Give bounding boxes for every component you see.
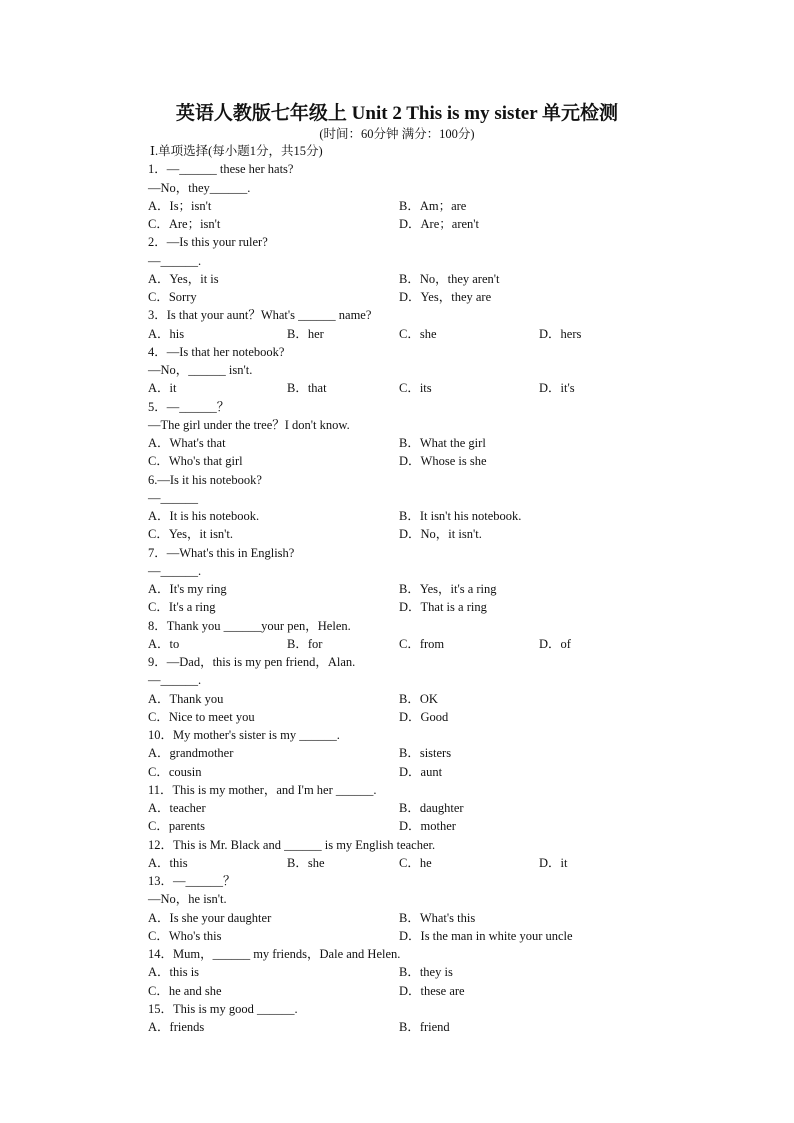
answer-option[interactable]: B．Am；are	[399, 198, 467, 213]
question-stem: 5．—______？	[148, 399, 230, 414]
answer-option[interactable]: B．her	[287, 326, 324, 341]
options-row	[148, 288, 748, 306]
question-stem: 11．This is my mother，and I'm her ______.	[148, 782, 377, 797]
answer-option[interactable]: D．it	[539, 855, 568, 870]
answer-option[interactable]: A．his	[148, 326, 185, 341]
options-row	[148, 452, 748, 470]
question-stem: 3．Is that your aunt？What's ______ name?	[148, 308, 372, 323]
answer-option[interactable]: D．these are	[399, 983, 465, 998]
question-8	[148, 617, 748, 654]
question-list	[148, 142, 748, 1036]
options-row	[148, 854, 748, 872]
answer-option[interactable]: C．its	[399, 381, 432, 396]
answer-option[interactable]: B．No，they aren't	[399, 271, 500, 286]
answer-option[interactable]: C．Sorry	[148, 290, 197, 304]
answer-option[interactable]: C．cousin	[148, 764, 202, 779]
answer-option[interactable]: D．hers	[539, 326, 582, 341]
question-12	[148, 836, 748, 873]
answer-option[interactable]: A．It is his notebook.	[148, 509, 260, 523]
options-row	[148, 763, 748, 781]
answer-option[interactable]: C．Who's this	[148, 928, 222, 943]
answer-option[interactable]: A．Yes，it is	[148, 271, 219, 286]
question-stem: 10．My mother's sister is my ______.	[148, 728, 340, 742]
question-stem: 14．Mum，______ my friends，Dale and Helen.	[148, 947, 401, 961]
answer-option[interactable]: B．It isn't his notebook.	[399, 509, 522, 523]
options-row	[148, 1018, 748, 1036]
question-15	[148, 1000, 748, 1037]
question-stem: 15．This is my good ______.	[148, 1001, 298, 1016]
options-row	[148, 325, 748, 343]
question-2	[148, 233, 748, 306]
answer-option[interactable]: A．this	[148, 855, 188, 870]
answer-option[interactable]: D．Is the man in white your uncle	[399, 928, 573, 943]
answer-option[interactable]: A．teacher	[148, 801, 206, 815]
options-row	[148, 909, 748, 927]
answer-option[interactable]: C．Who's that girl	[148, 454, 243, 469]
question-response-line: —No，______ isn't.	[148, 363, 253, 377]
answer-option[interactable]: B．that	[287, 381, 327, 396]
options-row	[148, 215, 748, 233]
answer-option[interactable]: A．Is；isn't	[148, 198, 212, 213]
answer-option[interactable]: D．That is a ring	[399, 600, 487, 615]
question-stem: 4．—Is that her notebook?	[148, 344, 285, 359]
question-response-line: —______.	[148, 673, 202, 688]
answer-option[interactable]: B．sisters	[399, 746, 452, 761]
question-stem: 7．—What's this in English?	[148, 545, 295, 560]
answer-option[interactable]: C．he and she	[148, 983, 222, 998]
options-row	[148, 963, 748, 981]
question-response-line: —The girl under the tree？I don't know.	[148, 417, 350, 432]
answer-option[interactable]: A．it	[148, 381, 177, 396]
options-row	[148, 379, 748, 397]
question-9	[148, 653, 748, 726]
question-stem: 9．—Dad，this is my pen friend，Alan.	[148, 655, 356, 669]
answer-option[interactable]: D．Good	[399, 709, 449, 724]
options-row	[148, 270, 748, 288]
answer-option[interactable]: C．Nice to meet you	[148, 709, 255, 724]
answer-option[interactable]: B．she	[287, 855, 325, 870]
answer-option[interactable]: C．Yes，it isn't.	[148, 527, 234, 542]
question-response-line: —No，he isn't.	[148, 892, 227, 907]
answer-option[interactable]: D．mother	[399, 819, 456, 834]
question-stem: 12．This is Mr. Black and ______ is my English teacher.	[148, 837, 436, 852]
options-row	[148, 982, 748, 1000]
answer-option[interactable]: D．Are；aren't	[399, 217, 479, 231]
answer-option[interactable]: C．he	[399, 855, 432, 870]
answer-option[interactable]: A．to	[148, 636, 180, 651]
options-row	[148, 507, 748, 525]
question-6	[148, 471, 748, 544]
question-stem: 2．—Is this your ruler?	[148, 235, 268, 250]
question-7	[148, 544, 748, 617]
answer-option[interactable]: C．It's a ring	[148, 600, 216, 615]
answer-option[interactable]: B．for	[287, 636, 323, 651]
answer-option[interactable]: A．friends	[148, 1020, 205, 1034]
exam-info: (时间：60分钟 满分：100分)	[319, 127, 475, 141]
options-row	[148, 598, 748, 616]
question-14	[148, 945, 748, 1000]
answer-option[interactable]: D．it's	[539, 381, 575, 396]
answer-option[interactable]: B．friend	[399, 1020, 450, 1034]
answer-option[interactable]: C．Are；isn't	[148, 217, 221, 231]
question-stem: 1．—______ these her hats?	[148, 162, 294, 177]
answer-option[interactable]: A．What's that	[148, 436, 226, 450]
options-row	[148, 197, 748, 215]
answer-option[interactable]: D．No，it isn't.	[399, 527, 482, 542]
answer-option[interactable]: D．of	[539, 636, 571, 651]
question-response-line: —______	[148, 490, 198, 505]
answer-option[interactable]: A．Thank you	[148, 691, 224, 706]
options-row	[148, 525, 748, 543]
section-heading: Ⅰ.单项选择(每小题1分，共15分)	[150, 144, 323, 158]
options-row	[148, 434, 748, 452]
answer-option[interactable]: B．OK	[399, 691, 438, 706]
answer-option[interactable]: D．aunt	[399, 764, 443, 779]
answer-option[interactable]: B．Yes，it's a ring	[399, 582, 497, 596]
question-5	[148, 398, 748, 471]
answer-option[interactable]: A．Is she your daughter	[148, 910, 272, 925]
answer-option[interactable]: B．daughter	[399, 801, 464, 815]
options-row	[148, 817, 748, 835]
question-stem: 8．Thank you ______your pen，Helen.	[148, 618, 351, 633]
question-stem: 6.—Is it his notebook?	[148, 472, 262, 487]
question-4	[148, 343, 748, 398]
answer-option[interactable]: C．from	[399, 636, 445, 651]
options-row	[148, 927, 748, 945]
page-title: 英语人教版七年级上 Unit 2 This is my sister 单元检测	[175, 103, 619, 124]
answer-option[interactable]: D．Yes，they are	[399, 290, 492, 304]
options-row	[148, 580, 748, 598]
question-1	[148, 160, 748, 233]
question-stem: 13．—______？	[148, 874, 236, 888]
answer-option[interactable]: B．What the girl	[399, 436, 486, 450]
answer-option[interactable]: A．this is	[148, 965, 200, 980]
question-response-line: —______.	[148, 563, 202, 578]
answer-option[interactable]: C．she	[399, 326, 437, 341]
options-row	[148, 744, 748, 762]
answer-option[interactable]: A．It's my ring	[148, 582, 227, 596]
question-3	[148, 306, 748, 343]
answer-option[interactable]: A．grandmother	[148, 746, 234, 761]
options-row	[148, 799, 748, 817]
options-row	[148, 635, 748, 653]
options-row	[148, 708, 748, 726]
question-10	[148, 726, 748, 781]
question-11	[148, 781, 748, 836]
answer-option[interactable]: B．they is	[399, 965, 453, 980]
question-13	[148, 872, 748, 945]
answer-option[interactable]: C．parents	[148, 819, 205, 834]
options-row	[148, 690, 748, 708]
question-response-line: —No，they______.	[148, 180, 251, 195]
question-response-line: —______.	[148, 253, 202, 268]
answer-option[interactable]: B．What's this	[399, 910, 476, 925]
answer-option[interactable]: D．Whose is she	[399, 454, 487, 469]
